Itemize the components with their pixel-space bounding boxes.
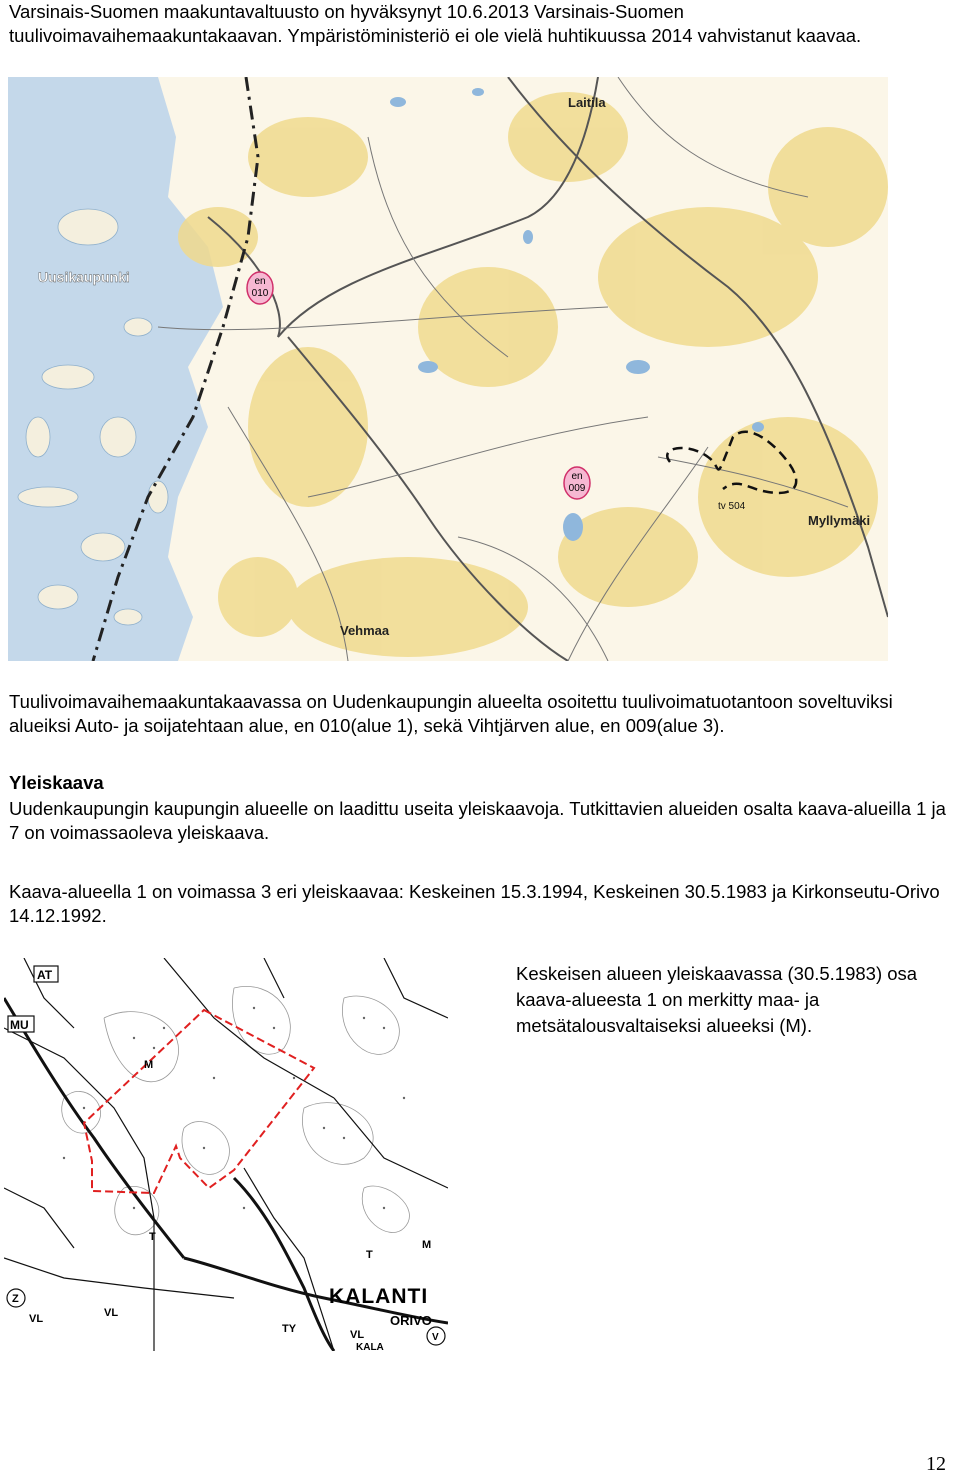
label-at: AT (37, 968, 53, 982)
intro-text: Varsinais-Suomen maakuntavaltuusto on hyväksynyt 10.6.2013 Varsinais-Suomen tuulivoimavaihemaakuntakaavan. Ympäristöministeriö ei ole vielä huhtikuussa 2014 vahvistanut kaavaa. (9, 1, 862, 46)
marker-en-010-line1: en (254, 276, 266, 287)
label-vl-3: VL (350, 1329, 365, 1341)
label-vl-2: VL (104, 1307, 119, 1319)
page-number: 12 (926, 1453, 946, 1475)
paragraph-1: Tuulivoimavaihemaakuntakaavassa on Uudenkaupungin alueelta osoitettu tuulivoimatuotantoon soveltuviksi alueiksi Auto- ja soijatehtaan alue, en 010(alue 1), sekä Vihtjärven alue, en 009(alue 3). (9, 691, 893, 736)
marker-en-009 (564, 467, 590, 499)
label-orivo: ORIVO (390, 1313, 432, 1328)
marker-en-009-line1: en (571, 471, 583, 482)
label-uusikaupunki: Uusikaupunki (38, 269, 130, 285)
heading-yleiskaava: Yleiskaava (9, 772, 104, 793)
label-m-2: M (422, 1239, 432, 1251)
label-t-1: T (149, 1231, 156, 1243)
label-v: V (432, 1332, 439, 1343)
paragraph-2: Uudenkaupungin kaupungin alueelle on laadittu useita yleiskaavoja. Tutkittavien alueiden osalta kaava-alueilla 1 ja 7 on voimassaoleva yleiskaava. (9, 798, 946, 843)
marker-en-010 (247, 272, 273, 304)
label-mu: MU (10, 1018, 29, 1032)
label-ty: TY (282, 1323, 297, 1335)
label-vl-1: VL (29, 1313, 44, 1325)
label-road-504: tv 504 (718, 501, 746, 512)
label-myllymaki: Myllymäki (808, 513, 871, 528)
label-t-2: T (366, 1249, 373, 1261)
label-vehmaa: Vehmaa (340, 623, 390, 638)
label-kalanti: KALANTI (329, 1285, 429, 1308)
marker-en-010-line2: 010 (251, 288, 269, 299)
label-kala: KALA (356, 1342, 384, 1351)
label-laitila: Laitila (568, 95, 606, 110)
paragraph-3: Kaava-alueella 1 on voimassa 3 eri yleiskaavaa: Keskeinen 15.3.1994, Keskeinen 30.5.1983 ja Kirkonseutu-Orivo 14.12.1992. (9, 881, 940, 926)
marker-en-009-line2: 009 (568, 483, 586, 494)
master-plan-map (4, 958, 448, 1351)
label-m-1: M (144, 1059, 154, 1071)
side-note: Keskeisen alueen yleiskaavassa (30.5.1983) osa kaava-alueesta 1 on merkitty maa- ja metsätalousvaltaiseksi alueeksi (M). (516, 963, 918, 1036)
label-z: Z (12, 1293, 19, 1305)
regional-plan-map (8, 77, 888, 661)
